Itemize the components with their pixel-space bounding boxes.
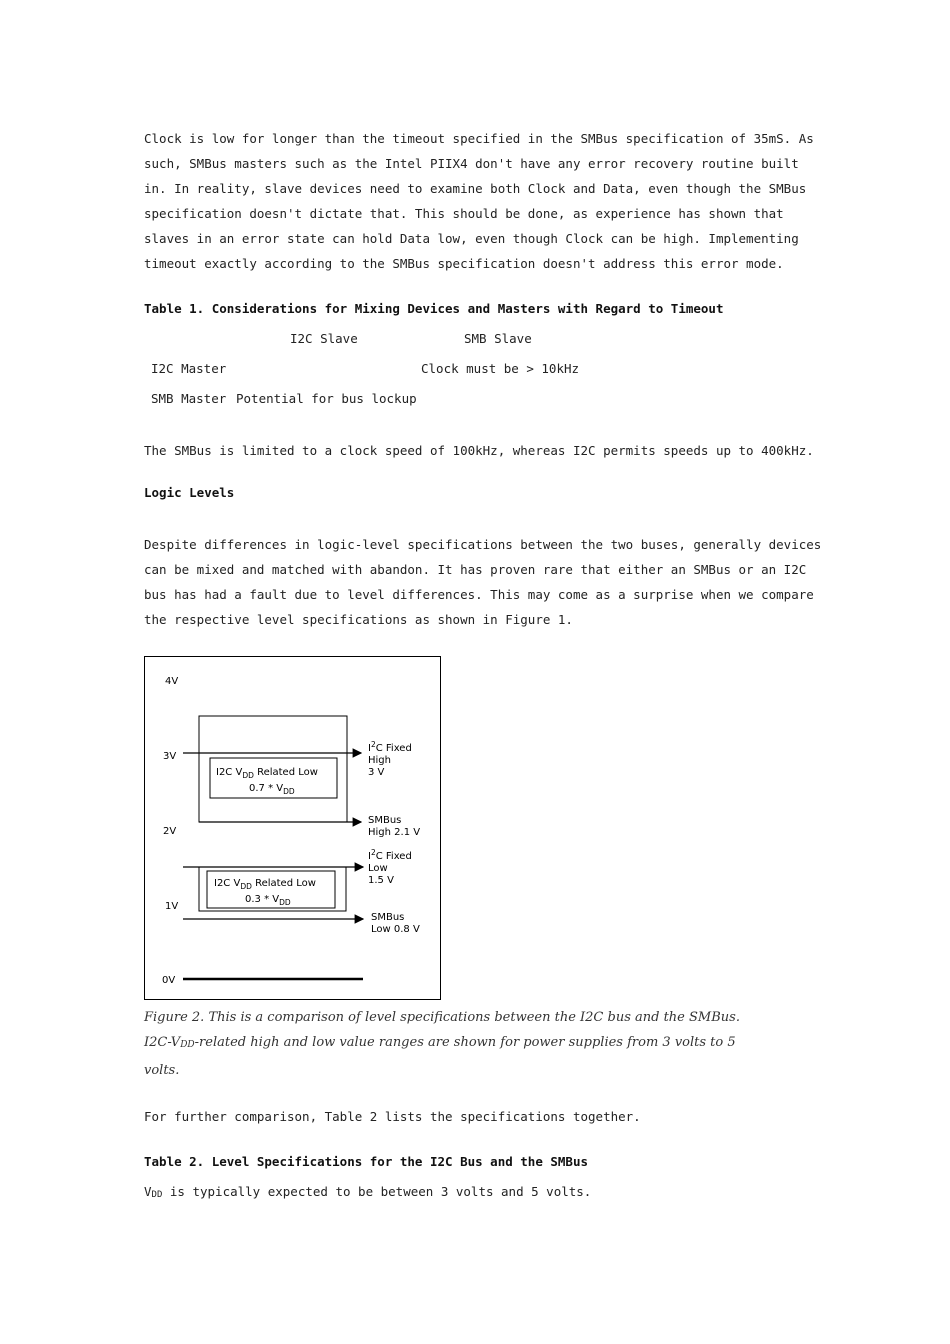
caption-line-3: volts.: [144, 1063, 180, 1078]
paragraph-clock-speed: The SMBus is limited to a clock speed of 100kHz, whereas I2C permits speeds up to 400kHz.: [144, 443, 814, 458]
level-diagram: [145, 657, 442, 1001]
i2c-vdd-high-label: I2C $V_{DD}$ Related Low: [216, 767, 318, 780]
i2c-fixed-high-label-3: 3 V: [368, 767, 385, 778]
i2c-fixed-low-label: $I^2C$ Fixed: [368, 848, 412, 862]
section-heading-logic-levels: Logic Levels: [144, 485, 235, 500]
paragraph-further-comparison: For further comparison, Table 2 lists the specifications together.: [144, 1109, 641, 1124]
caption-line-1: Figure 2. This is a comparison of level specifications between the I2C bus and the SMBus.: [144, 1010, 740, 1025]
i2c-fixed-high-label: $I^2C$ Fixed: [368, 740, 412, 754]
smbus-high-label-2: High 2.1 V: [368, 827, 421, 838]
i2c-vdd-low-value: $0.3 * V_{DD}$: [245, 894, 291, 907]
table1-col-header: I2C Slave: [290, 331, 358, 346]
i2c-vdd-high-value: $0.7 * V_{DD}$: [249, 783, 295, 796]
i2c-fixed-low-label-3: 1.5 V: [368, 875, 394, 886]
y-label-0v: 0V: [162, 975, 176, 986]
smbus-low-label: SMBus: [371, 912, 405, 923]
i2c-vdd-low-label: I2C $V_{DD}$ Related Low: [214, 878, 316, 891]
table1-col-header: SMB Slave: [464, 331, 532, 346]
figure-level-comparison: [144, 656, 441, 1000]
table1-row-label: I2C Master: [151, 361, 227, 376]
y-label-4v: 4V: [165, 676, 179, 687]
table2-title: Table 2. Level Specifications for the I2C Bus and the SMBus: [144, 1154, 589, 1169]
table1: [144, 326, 604, 416]
paragraph-timeout: Clock is low for longer than the timeout specified in the SMBus specification of 35mS. As such, SMBus masters such as the Intel PIIX4 don't have any error recovery routine built in. In reality, slave devices need to examine both Clock and Data, even though the SMBus specification doesn't dictate that. This should be done, as experience has shown that slaves in an error state can hold Data low, even though Clock can be high. Implementing timeout exactly according to the SMBus specification doesn't address this error mode.: [144, 131, 814, 271]
table1-title: Table 1. Considerations for Mixing Devices and Masters with Regard to Timeout: [144, 301, 724, 316]
y-label-1v: 1V: [165, 901, 179, 912]
smbus-high-label: SMBus: [368, 815, 402, 826]
table1-cell: Clock must be > 10kHz: [421, 361, 580, 376]
paragraph-logic-levels: Despite differences in logic-level specifications between the two buses, generally devices can be mixed and matched with abandon. It has proven rare that either an SMBus or an I2C bus has had a fault due to level differences. This may come as a surprise when we compare the respective level specifications as shown in Figure 1.: [144, 537, 822, 627]
table1-row-label: SMB Master: [151, 391, 227, 406]
smbus-low-label-2: Low 0.8 V: [371, 924, 420, 935]
i2c-fixed-high-label-2: High: [368, 755, 391, 766]
i2c-fixed-low-label-2: Low: [368, 863, 388, 874]
table1-cell: Potential for bus lockup: [236, 391, 417, 406]
figure-caption: [144, 1005, 804, 1083]
vdd-note: VDD is typically expected to be between 3 volts and 5 volts.: [144, 1184, 592, 1200]
caption-line-2: I2C-VDD-related high and low value ranges are shown for power supplies from 3 volts to 5: [144, 1035, 736, 1050]
y-label-3v: 3V: [163, 751, 177, 762]
y-label-2v: 2V: [163, 826, 177, 837]
